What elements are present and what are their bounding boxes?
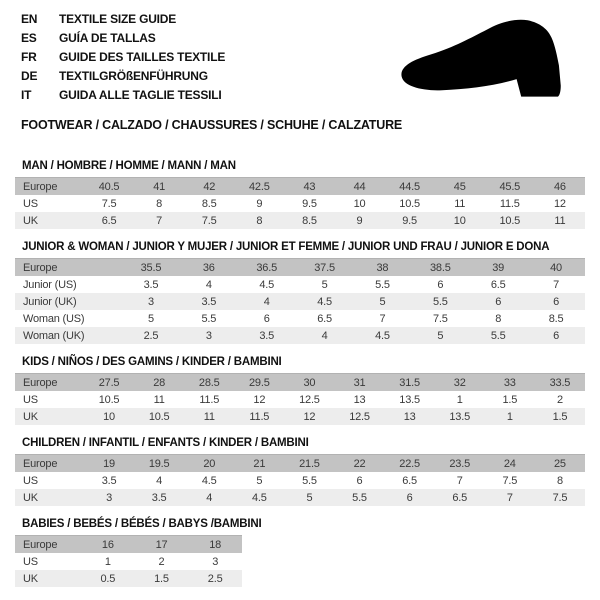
size-cell: 23.5 [449,457,470,470]
size-cell: 45.5 [499,180,521,193]
row-label: Woman (US) [23,312,85,325]
section-kids [15,356,600,425]
size-cell: 11.5 [199,393,220,406]
size-cell: 0.5 [100,572,116,585]
language-code: EN [21,12,38,26]
section-title-babies: BABIES / BEBÉS / BÉBÉS / BABYS /BAMBINI [22,518,262,530]
size-cell: 20 [203,457,216,470]
size-cell: 6 [263,312,270,325]
size-cell: 7.5 [101,197,117,210]
size-cell: 45 [453,180,466,193]
size-cell: 4.5 [317,295,332,308]
size-cell: 10.5 [499,214,521,227]
size-cell: 8 [495,312,502,325]
size-cell: 38 [376,261,389,274]
size-cell: 40 [550,261,562,274]
size-cell: 7.5 [201,214,217,227]
size-table-children [15,454,585,506]
size-cell: 33 [503,376,516,389]
size-cell: 40.5 [98,180,120,193]
size-cell: 7.5 [432,312,448,325]
size-cell: 21.5 [299,457,320,470]
language-code: DE [21,69,38,83]
size-cell: 44 [353,180,366,193]
size-cell: 1.5 [552,410,568,423]
size-cell: 7.5 [502,474,518,487]
size-cell: 6 [553,329,560,342]
size-cell: 25 [554,457,566,470]
language-code: IT [21,88,32,102]
size-cell: 10 [103,410,115,423]
size-cell: 7 [553,278,560,291]
row-label: US [23,555,38,568]
size-cell: 4 [156,474,163,487]
section-babies [15,518,600,587]
table-row-europe [15,455,585,473]
size-cell: 8.5 [201,197,217,210]
size-table-babies [15,535,242,587]
table-row-us [15,472,585,489]
table-row-europe [15,374,585,392]
size-cell: 9.5 [302,197,317,210]
size-cell: 5 [379,295,386,308]
size-cell: 11 [203,410,215,423]
row-label: US [23,197,38,210]
size-cell: 4 [205,278,212,291]
size-cell: 7 [506,491,513,504]
size-cell: 10.5 [98,393,120,406]
row-label: Europe [23,538,58,551]
size-cell: 10.5 [399,197,420,210]
size-cell: 43 [303,180,316,193]
size-cell: 4.5 [259,278,275,291]
size-cell: 12.5 [349,410,370,423]
size-cell: 7 [379,312,386,325]
table-row-us [15,391,585,408]
size-cell: 2 [556,393,563,406]
table-row-us [15,553,242,570]
size-cell: 11 [454,197,466,210]
size-cell: 8 [556,474,563,487]
table-row-junior-uk [15,293,585,310]
size-cell: 3.5 [143,278,159,291]
size-cell: 11 [153,393,165,406]
size-cell: 8.5 [548,312,564,325]
size-cell: 8 [156,197,163,210]
size-cell: 3.5 [201,295,217,308]
size-cell: 19.5 [148,457,170,470]
size-cell: 6 [406,491,413,504]
guide-title: TEXTILE SIZE GUIDE [59,12,177,26]
category-title: FOOTWEAR / CALZADO / CHAUSSURES / SCHUHE / CALZATURE [21,118,403,132]
size-cell: 31 [353,376,366,389]
size-cell: 32 [453,376,466,389]
size-cell: 5.5 [490,329,506,342]
size-cell: 13 [353,393,366,406]
table-row-uk [15,212,585,229]
size-tables [0,132,600,587]
size-cell: 13.5 [399,393,420,406]
size-cell: 39 [492,261,505,274]
size-cell: 4.5 [375,329,390,342]
size-cell: 7 [456,474,463,487]
table-row-uk [15,570,242,587]
size-cell: 31.5 [399,376,420,389]
size-cell: 3.5 [151,491,167,504]
size-cell: 11.5 [499,197,520,210]
size-cell: 6.5 [101,214,117,227]
row-label: UK [23,410,38,423]
size-cell: 6.5 [317,312,332,325]
size-cell: 42 [203,180,216,193]
size-cell: 5.5 [432,295,448,308]
size-cell: 1.5 [502,393,518,406]
size-cell: 30 [303,376,316,389]
section-title-junior: JUNIOR & WOMAN / JUNIOR Y MUJER / JUNIOR ET FEMME / JUNIOR UND FRAU / JUNIOR E DONA [22,241,550,253]
row-label: Europe [23,261,58,274]
language-code: FR [21,50,37,64]
size-cell: 3.5 [259,329,275,342]
size-cell: 7.5 [552,491,568,504]
size-cell: 36 [202,261,215,274]
row-label: Junior (US) [23,278,77,291]
size-cell: 5.5 [302,474,317,487]
guide-title: GUÍA DE TALLAS [59,31,156,45]
guide-title: GUIDE DES TAILLES TEXTILE [59,50,226,64]
document-header [0,0,600,132]
size-cell: 2.5 [207,572,223,585]
size-cell: 10.5 [148,410,170,423]
row-label: Europe [23,457,58,470]
size-cell: 1 [104,555,111,568]
size-cell: 18 [209,538,222,551]
table-row-uk [15,408,585,425]
size-cell: 9.5 [402,214,417,227]
section-children [15,437,600,506]
size-cell: 8.5 [302,214,317,227]
size-cell: 29.5 [249,376,270,389]
size-cell: 38.5 [430,261,451,274]
size-cell: 3 [147,295,154,308]
size-cell: 5.5 [201,312,217,325]
section-junior [15,241,600,344]
row-label: UK [23,572,38,585]
row-label: Europe [23,180,58,193]
size-cell: 42.5 [249,180,270,193]
size-cell: 6 [356,474,363,487]
size-cell: 4 [206,491,213,504]
row-label: Woman (UK) [23,329,85,342]
size-cell: 1 [506,410,513,423]
size-cell: 6 [553,295,560,308]
size-cell: 22 [353,457,366,470]
size-cell: 13.5 [449,410,470,423]
size-cell: 24 [503,457,516,470]
size-cell: 22.5 [399,457,420,470]
size-cell: 12 [303,410,316,423]
size-cell: 5 [437,329,444,342]
size-cell: 7 [156,214,163,227]
size-cell: 3 [205,329,212,342]
table-row-woman-uk [15,327,585,344]
row-label: Junior (UK) [23,295,77,308]
size-table-junior [15,258,585,344]
size-cell: 8 [256,214,263,227]
size-cell: 10 [453,214,466,227]
size-cell: 6.5 [402,474,417,487]
size-cell: 17 [155,538,168,551]
size-cell: 11 [554,214,566,227]
size-cell: 35.5 [140,261,162,274]
size-cell: 6.5 [452,491,468,504]
size-cell: 4.5 [201,474,217,487]
section-man [15,160,600,229]
size-cell: 12 [253,393,266,406]
size-cell: 5.5 [352,491,367,504]
section-title-children: CHILDREN / INFANTIL / ENFANTS / KINDER / BAMBINI [22,437,309,449]
size-cell: 41 [153,180,166,193]
row-label: UK [23,214,38,227]
size-cell: 44.5 [399,180,420,193]
size-cell: 12 [554,197,566,210]
size-cell: 2.5 [143,329,159,342]
size-cell: 5 [306,491,313,504]
table-row-europe [15,178,585,196]
size-cell: 36.5 [256,261,277,274]
row-label: UK [23,491,38,504]
section-title-man: MAN / HOMBRE / HOMME / MANN / MAN [22,160,236,172]
row-label: US [23,393,38,406]
size-cell: 5 [147,312,154,325]
guide-title: TEXTILGRÖßENFÜHRUNG [59,69,208,83]
size-cell: 1.5 [154,572,169,585]
size-cell: 19 [103,457,115,470]
row-label: Europe [23,376,58,389]
table-row-us [15,195,585,212]
size-cell: 3 [212,555,219,568]
size-cell: 3.5 [101,474,117,487]
table-row-europe [15,259,585,277]
table-row-europe [15,536,242,554]
size-cell: 2 [158,555,165,568]
size-cell: 4 [321,329,328,342]
size-cell: 1 [456,393,463,406]
table-row-woman-us [15,310,585,327]
row-label: US [23,474,38,487]
size-table-man [15,177,585,229]
size-cell: 4.5 [251,491,267,504]
size-cell: 4 [263,295,270,308]
table-row-uk [15,489,585,506]
shoe-icon [389,12,589,104]
size-cell: 5.5 [375,278,390,291]
size-cell: 37.5 [314,261,335,274]
size-cell: 6 [437,278,444,291]
section-title-kids: KIDS / NIÑOS / DES GAMINS / KINDER / BAMBINI [22,356,282,368]
size-cell: 11.5 [249,410,270,423]
size-cell: 10 [353,197,366,210]
size-cell: 12.5 [299,393,320,406]
size-table-kids [15,373,585,425]
size-cell: 9 [256,197,263,210]
size-cell: 13 [403,410,416,423]
size-cell: 28 [153,376,166,389]
size-cell: 33.5 [549,376,571,389]
size-cell: 5 [256,474,263,487]
size-cell: 5 [321,278,328,291]
guide-title: GUIDA ALLE TAGLIE TESSILI [59,88,222,102]
table-row-junior-us [15,276,585,293]
size-cell: 9 [356,214,363,227]
size-cell: 21 [253,457,266,470]
size-cell: 3 [106,491,112,504]
size-cell: 46 [554,180,566,193]
size-cell: 6.5 [490,278,506,291]
size-cell: 6 [495,295,502,308]
size-cell: 28.5 [198,376,220,389]
language-code: ES [21,31,37,45]
size-cell: 27.5 [98,376,120,389]
size-cell: 16 [101,538,114,551]
